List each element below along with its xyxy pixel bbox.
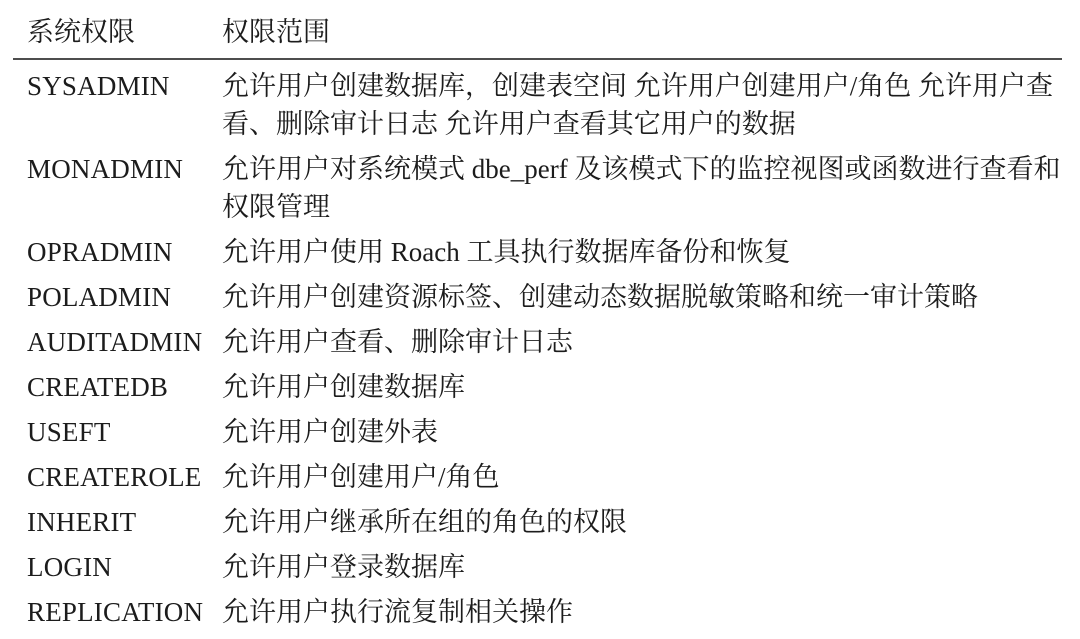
privilege-scope: 允许用户继承所在组的角色的权限 <box>222 507 627 537</box>
privilege-scope: 允许用户创建数据库 <box>222 372 465 402</box>
privilege-name: REPLICATION <box>27 597 204 627</box>
privilege-scope: 允许用户使用 Roach 工具执行数据库备份和恢复 <box>222 237 791 267</box>
table-row <box>13 406 1062 451</box>
privilege-name: AUDITADMIN <box>27 327 203 357</box>
system-privileges-table <box>13 10 1062 631</box>
privilege-name: CREATEROLE <box>27 462 202 492</box>
privilege-name: POLADMIN <box>27 282 172 312</box>
privilege-scope: 允许用户创建数据库，创建表空间 允许用户创建用户/角色 允许用户查看、删除审计日志 允许用户查看其它用户的数据 <box>222 71 1054 139</box>
table-body <box>13 59 1062 631</box>
privilege-name: USEFT <box>27 417 111 447</box>
privilege-name: INHERIT <box>27 507 137 537</box>
table-row <box>13 271 1062 316</box>
table-row <box>13 226 1062 271</box>
column-header-privilege: 系统权限 <box>13 10 222 59</box>
table-row <box>13 59 1062 143</box>
privilege-scope: 允许用户执行流复制相关操作 <box>222 597 573 627</box>
privilege-scope: 允许用户创建外表 <box>222 417 438 447</box>
column-header-scope: 权限范围 <box>222 10 1062 59</box>
privilege-scope: 允许用户对系统模式 dbe_perf 及该模式下的监控视图或函数进行查看和权限管理 <box>222 154 1061 222</box>
privilege-scope: 允许用户创建资源标签、创建动态数据脱敏策略和统一审计策略 <box>222 282 978 312</box>
header-row <box>13 10 1062 59</box>
privilege-scope: 允许用户创建用户/角色 <box>222 462 500 492</box>
table-row <box>13 451 1062 496</box>
table-row <box>13 316 1062 361</box>
privilege-scope: 允许用户查看、删除审计日志 <box>222 327 573 357</box>
privilege-scope: 允许用户登录数据库 <box>222 552 465 582</box>
privilege-name: CREATEDB <box>27 372 169 402</box>
table-row <box>13 541 1062 586</box>
privilege-name: SYSADMIN <box>27 71 170 101</box>
privilege-name: OPRADMIN <box>27 237 173 267</box>
table-row <box>13 361 1062 406</box>
table-row <box>13 143 1062 226</box>
privilege-name: MONADMIN <box>27 154 184 184</box>
table-header <box>13 10 1062 59</box>
table-row <box>13 496 1062 541</box>
privilege-name: LOGIN <box>27 552 112 582</box>
table-row <box>13 586 1062 631</box>
